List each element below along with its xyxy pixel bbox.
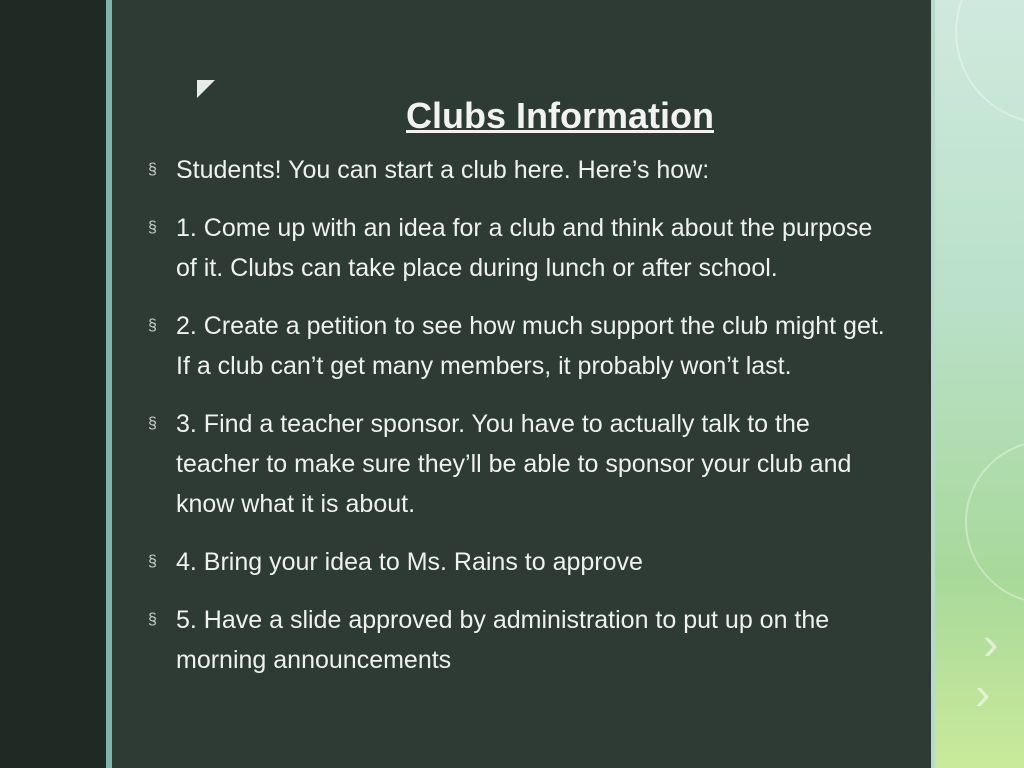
list-item [148,150,888,190]
bullet-text: 1. Come up with an idea for a club and think about the purpose of it. Clubs can take place during lunch or after school. [176,214,873,282]
bullet-text: 2. Create a petition to see how much support the club might get. If a club can’t get many members, it probably won’t last. [176,312,885,380]
bullet-icon: § [148,219,157,236]
list-item [148,306,888,386]
slide-title: Clubs Information [406,95,714,136]
bullet-text: 5. Have a slide approved by administration to put up on the morning announcements [176,606,830,674]
bullet-icon: § [148,415,157,432]
bullet-list [148,150,888,698]
bullet-icon: § [148,317,157,334]
list-item [148,600,888,680]
bullet-icon: § [148,611,157,628]
list-item [148,208,888,288]
bullet-text: Students! You can start a club here. Here’s how: [176,156,710,184]
bullet-text: 4. Bring your idea to Ms. Rains to approve [176,548,643,576]
list-item [148,404,888,524]
bullet-icon: § [148,161,157,178]
bullet-text: 3. Find a teacher sponsor. You have to actually talk to the teacher to make sure they’ll be able to sponsor your club and know what it is about. [176,410,852,518]
decor-arc [965,440,1024,604]
chevron-right-icon: › [983,617,999,669]
bullet-icon: § [148,553,157,570]
list-item [148,542,888,582]
chevron-right-icon: › [975,667,991,719]
